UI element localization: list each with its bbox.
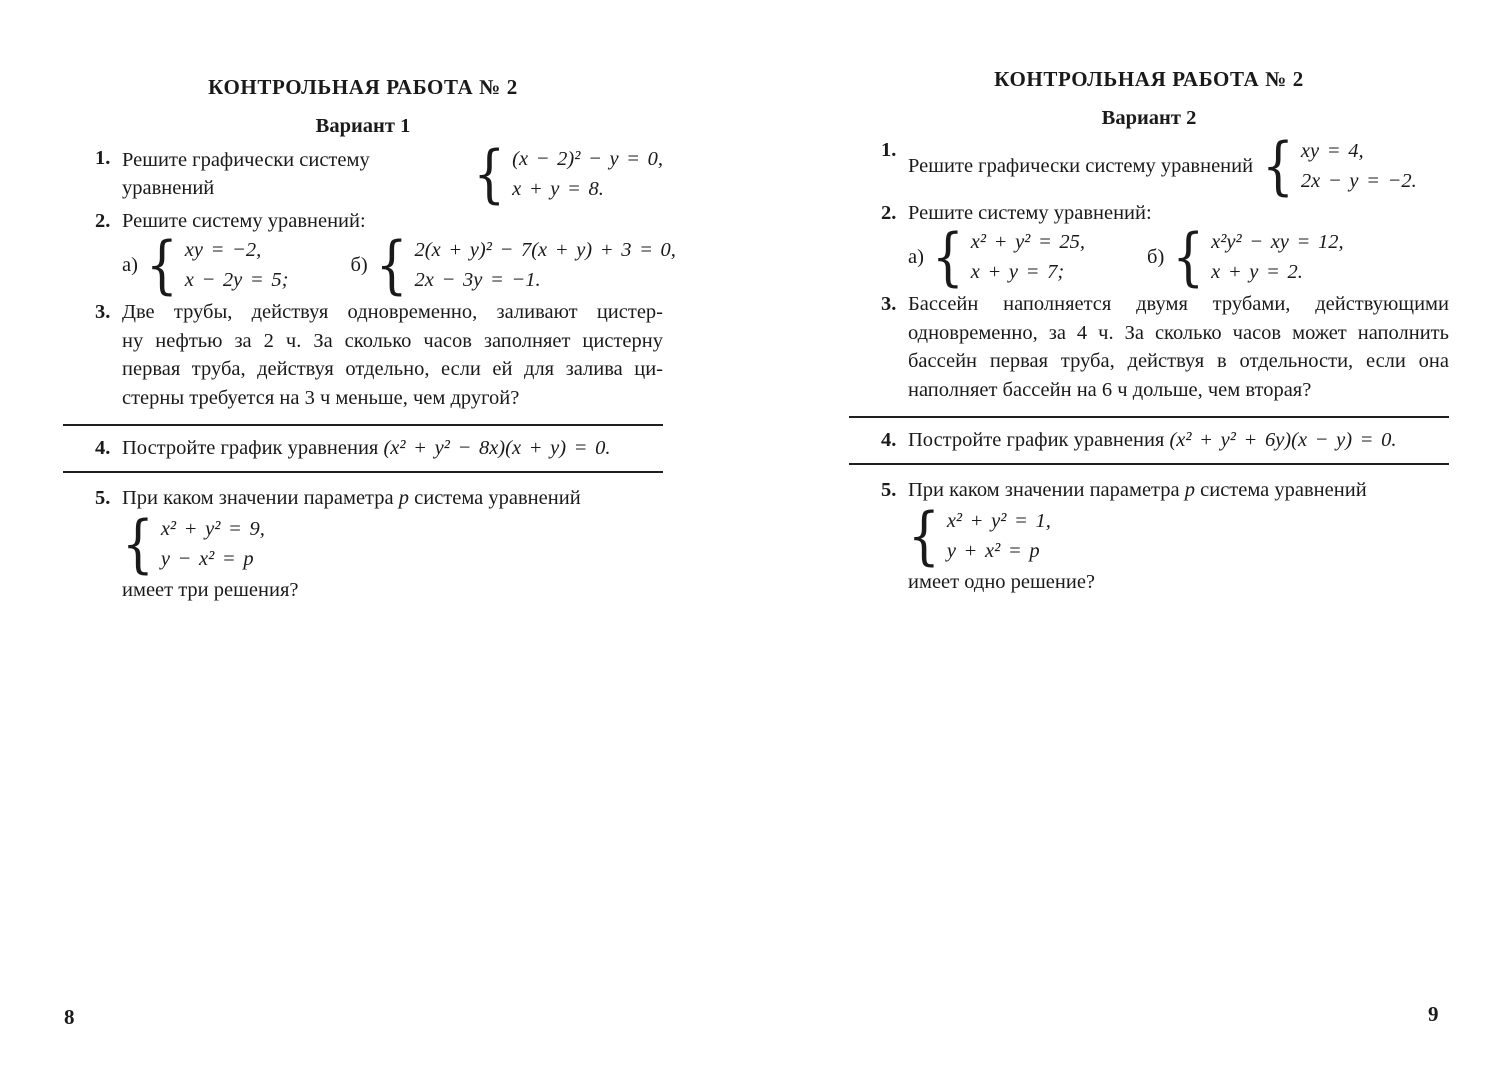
equation-system xyxy=(122,507,663,581)
equation-line: y − x² = p xyxy=(160,548,254,570)
parameter-symbol: p xyxy=(398,487,409,509)
problem-text: При каком значении параметра p система уравнений xyxy=(122,487,581,509)
problem-content xyxy=(908,129,1449,203)
equation-inline: (x² + y² − 8x)(x + y) = 0. xyxy=(383,437,611,459)
problem-number: 2. xyxy=(95,210,111,232)
equation-line: x + y = 7; xyxy=(970,261,1065,283)
divider-rule xyxy=(849,416,1449,418)
problem-content xyxy=(122,484,663,604)
sub-system-a xyxy=(122,228,289,302)
sub-systems-row xyxy=(908,220,1449,294)
equation-line: x² + y² = 1, xyxy=(946,510,1051,532)
problem-content xyxy=(908,290,1449,404)
system-brace: { xyxy=(908,499,940,573)
problem-content xyxy=(908,426,1449,454)
problem-number: 5. xyxy=(881,479,897,501)
equation-line: x − 2y = 5; xyxy=(184,269,289,291)
paragraph-line: первая труба, действуя отдельно, если ей для залива ци- xyxy=(122,358,663,380)
sub-system-b xyxy=(350,228,676,302)
problem-number: 3. xyxy=(881,293,897,315)
sub-system-b xyxy=(1147,220,1344,294)
problem-1 xyxy=(95,137,663,211)
equation-system xyxy=(473,137,663,211)
divider-rule xyxy=(63,424,663,426)
problem-text: При каком значении параметра p система уравнений xyxy=(908,479,1367,501)
sub-system-label: а) xyxy=(122,254,138,276)
sub-systems-row xyxy=(122,228,676,302)
sub-system-label: б) xyxy=(1147,246,1165,268)
problem-content xyxy=(908,476,1449,596)
equation-line: x + y = 8. xyxy=(512,178,604,200)
equation-system xyxy=(375,228,676,302)
problem-5 xyxy=(95,484,663,604)
equation-line: 2x − y = −2. xyxy=(1300,170,1417,192)
equation-system xyxy=(145,228,289,302)
problem-3 xyxy=(881,290,1449,404)
paragraph-line: ну нефтью за 2 ч. За сколько часов заполняет цистерну xyxy=(122,329,663,352)
book-page-left xyxy=(63,74,676,604)
page-number: 9 xyxy=(1428,1002,1439,1026)
equation-system xyxy=(931,220,1086,294)
system-brace: { xyxy=(931,220,964,294)
problem-3 xyxy=(95,298,663,412)
equation-system xyxy=(1262,129,1417,203)
system-brace: { xyxy=(473,137,506,211)
paragraph-line: Две трубы, действуя одновременно, заливают цистер- xyxy=(122,301,663,323)
problem-text: Решите систему уравнений: xyxy=(908,202,1152,224)
problem-number: 1. xyxy=(881,139,897,161)
problem-2 xyxy=(881,199,1449,294)
problem-5 xyxy=(881,476,1449,596)
equation-line: x² + y² = 9, xyxy=(160,518,265,540)
problem-text: Решите графически систему уравнений xyxy=(122,149,370,199)
equation-line: xy = 4, xyxy=(1300,140,1364,162)
parameter-symbol: p xyxy=(1184,479,1195,501)
system-brace: { xyxy=(1172,220,1205,294)
equation-system xyxy=(1172,220,1344,294)
equation-line: (x − 2)² − y = 0, xyxy=(512,148,663,170)
problem-4 xyxy=(881,426,1449,454)
divider-rule xyxy=(849,463,1449,465)
problem-number: 5. xyxy=(95,487,111,509)
problem-number: 3. xyxy=(95,301,111,323)
equation-line: xy = −2, xyxy=(184,239,262,261)
equation-line: 2(x + y)² − 7(x + y) + 3 = 0, xyxy=(414,239,676,261)
problem-content xyxy=(122,298,663,412)
equation-line: x + y = 2. xyxy=(1211,261,1303,283)
problem-number: 2. xyxy=(881,202,897,224)
paragraph-line: одновременно, за 4 ч. За сколько часов может наполнить xyxy=(908,321,1449,344)
equation-line: x² + y² = 25, xyxy=(970,231,1086,253)
book-page-right xyxy=(849,66,1449,596)
problem-text: Постройте график уравнения xyxy=(908,429,1165,451)
equation-inline: (x² + y² + 6y)(x − y) = 0. xyxy=(1169,429,1397,451)
variant-title: Вариант 1 xyxy=(315,115,411,137)
problem-number: 4. xyxy=(95,437,111,459)
page-title: КОНТРОЛЬНАЯ РАБОТА № 2 xyxy=(208,75,518,99)
problem-number: 1. xyxy=(95,147,111,169)
paragraph-line: Бассейн наполняется двумя трубами, действующими xyxy=(908,293,1449,315)
system-brace: { xyxy=(145,228,178,302)
paragraph-line: бассейн первая труба, действуя в отдельности, если она xyxy=(908,350,1449,372)
equation-system xyxy=(908,499,1449,573)
question-text: имеет одно решение? xyxy=(908,571,1096,593)
problem-number: 4. xyxy=(881,429,897,451)
paragraph-line: стерны требуется на 3 ч меньше, чем другой? xyxy=(122,386,520,409)
problem-text: Постройте график уравнения xyxy=(122,437,379,459)
problem-4 xyxy=(95,434,663,462)
question-text: имеет три решения? xyxy=(122,579,299,601)
problem-content xyxy=(122,137,663,211)
problem-text: Решите систему уравнений: xyxy=(122,210,366,232)
system-brace: { xyxy=(375,228,408,302)
system-brace: { xyxy=(122,507,154,581)
problem-text: Решите графически систему уравнений xyxy=(908,155,1254,177)
equation-line: 2x − 3y = −1. xyxy=(414,269,541,291)
sub-system-label: а) xyxy=(908,246,924,268)
equation-line: x²y² − xy = 12, xyxy=(1211,231,1344,253)
problem-2 xyxy=(95,207,676,302)
problem-content xyxy=(908,199,1449,294)
sub-system-label: б) xyxy=(350,254,368,276)
equation-line: y + x² = p xyxy=(946,540,1040,562)
divider-rule xyxy=(63,471,663,473)
problem-1 xyxy=(881,129,1449,203)
variant-title: Вариант 2 xyxy=(1101,107,1197,129)
page-number: 8 xyxy=(64,1005,75,1029)
system-brace: { xyxy=(1262,129,1294,203)
page-title: КОНТРОЛЬНАЯ РАБОТА № 2 xyxy=(994,67,1304,91)
problem-content xyxy=(122,207,676,302)
sub-system-a xyxy=(908,220,1086,294)
paragraph-line: наполняет бассейн на 6 ч дольше, чем вторая? xyxy=(908,378,1312,401)
problem-content xyxy=(122,434,663,462)
